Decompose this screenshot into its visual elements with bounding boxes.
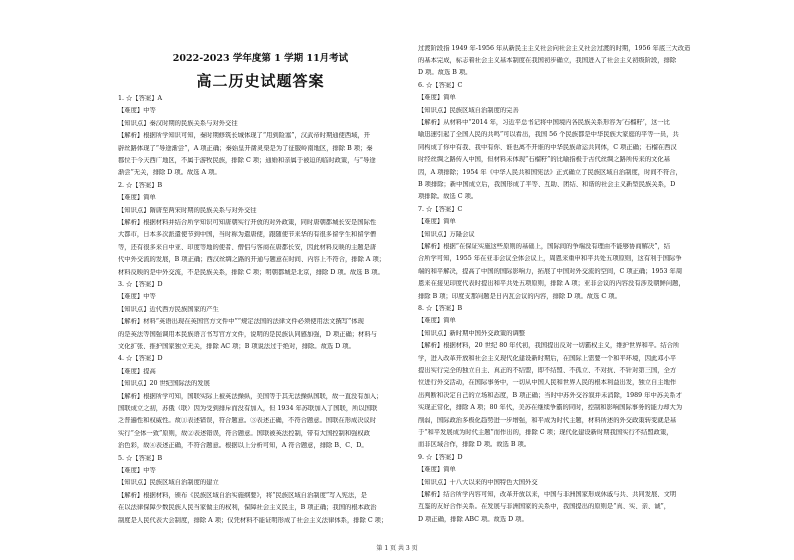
left-text-line: 1. ☆【答案】A [118, 95, 163, 102]
right-text-line: 过渡阶段指 1949 年-1956 年从新民主主义社会向社会主义社会过渡的时期，1956 年底三大改造 [418, 44, 691, 52]
left-text-line: 代中外交流的发展，B 项正确；西汉丝绸之路的开通与题意在时间、内容上不符合，排除 A 项； [118, 256, 386, 264]
right-text-line: 【解析】从材料中“2014 年，习近平总书记将中国境内各民族关系形容为‘石榴籽’，这一比 [418, 118, 670, 126]
right-text-line: 【难度】简单 [418, 317, 456, 325]
right-text-line: 学，进入改革开放和社会主义现代化建设新时期后，在国际上需要一个和平环境，因此邓小平 [418, 354, 677, 362]
right-text-line: D 项。故选 B 项。 [418, 69, 472, 77]
left-text-line: 实行“全体一致”原则，故②表述错误，符合题意。国联被英法控制，带有大国控制和强权政 [118, 429, 371, 437]
right-text-line: 削弱，国际政治多极化趋势进一步增强，和平成为时代主题，材料所述的外交政策转变就是基 [418, 416, 677, 424]
left-text-line: 治色彩，故④表述正确，不符合题意。根据以上分析可知，A 符合题意，排除 B、C、D。 [118, 442, 368, 450]
left-text-line: 【难度】中等 [118, 107, 156, 115]
left-text-line: 的是英法等国强调用本民族语言书写官方文件，说明的是民族认同感加强，D 项正确；材料与 [118, 330, 377, 338]
left-text-line: 3. ☆【答案】D [118, 281, 163, 288]
page-footer: 第 1 页 共 3 页 [376, 545, 418, 552]
left-text-line: 国联成立之初，苏俄（联）因为受到排斥而没有加入，但 1934 年苏联加入了国联，所以国联 [118, 405, 378, 412]
right-text-line: 合所学可知，1955 年在亚非会议全体会议上，周恩来重申和平共处五项原则，这有利于国际争 [418, 255, 682, 263]
right-text-line: 于“和平发展成为时代主题”而作出的，排除 C 项；现代化建设新时期我国实行不结盟政策， [418, 428, 673, 436]
right-text-line: 【解析】根据材料，20 世纪 80 年代初，我国提出反对一切霸权主义，维护世界和平。结合所 [418, 342, 680, 350]
right-text-line: 项排除。故选 C 项。 [418, 193, 478, 201]
right-text-line: 【知识点】万隆会议 [418, 230, 475, 238]
right-text-line: B 项排除；新中国成立后，我国形成了平等、互助、团结、和谐的社会主义新型民族关系，D [418, 180, 676, 188]
left-text-line: 【知识点】近代西方民族国家的产生 [118, 305, 219, 313]
document-title: 高二历史试题答案 [196, 72, 325, 90]
left-text-line: 乏普遍性和权威性。故①表述错误，符合题意。③表述正确，不符合题意。国联在形成决议时 [118, 417, 377, 425]
right-text-line: 实现正常化，排除 A 项；80 年代，美苏在继续争霸的同时，控制和影响国际事务的能力却大为 [418, 404, 683, 412]
right-text-line: 【难度】简单 [418, 94, 456, 102]
right-text-line: 【知识点】新时期中国外交政策的调整 [418, 329, 526, 337]
right-text-line: 恩来在接见印度代表时提出和平共处五项原则，排除 A 项；亚非会议的内容没有涉及朝鲜问题， [418, 280, 685, 288]
right-text-line: 【难度】简单 [418, 218, 456, 226]
right-text-line: 6. ☆【答案】C [418, 81, 463, 89]
right-text-line: 7. ☆【答案】C [418, 205, 463, 213]
right-text-line: 【解析】根据“在保证实施这些原则的基础上，国际间的争端没有理由不能够协商解决”，结 [418, 242, 671, 250]
right-text-line: 而非区域合作，排除 D 项。故选 B 项。 [418, 441, 531, 449]
right-text-line: 喻迅速引起了全国人民的共鸣”可以看出，我国 56 个民族都是中华民族大家庭的平等一员，共 [418, 131, 679, 139]
left-text-line: 【知识点】民族区域自治制度的建立 [118, 479, 219, 487]
left-text-line: 【难度】简单 [118, 194, 156, 202]
left-text-line: 文化扩张、推护国家独立无关，排除 AC 项；B 项说法过于绝对，排除。故选 D 项。 [118, 343, 355, 350]
left-text-line: 4. ☆【答案】D [118, 355, 163, 363]
right-text-line: 同构成了你中有我、我中有你、谁也离不开谁的中华民族命运共同体，C 项正确；石榴在西汉 [418, 143, 677, 151]
right-text-line: 【解析】结合所学内容可知，改革开放以来，中国与非洲国家形成休戚与共、共同发展、文明 [418, 490, 677, 498]
left-text-line: 【难度】中等 [118, 293, 156, 301]
left-text-line: 大都市，日本多次派遣使节到中国，当时称为遣唐使，跟随使节来华的有很多留学生和留学僧 [118, 231, 377, 239]
left-text-line: 材料反映的是中外交流，不是民族关系，排除 C 项；明朝都城是北京，排除 D 项。故选 B 项。 [118, 268, 384, 276]
right-text-line: 8. ☆【答案】B [418, 304, 463, 312]
right-text-line: 出判断和决定自己的立场和态度，B 项正确；当时中苏外交谷叙并未消除，1989 年中苏关系才 [418, 391, 682, 399]
right-text-line: 的基本完成，标志着社会主义基本制度在我国初步确立，我国进入了社会主义初级阶段，排除 [418, 56, 677, 64]
left-text-line: 【解析】材料“英语出现在英国官方文件中”“规定法国的法律文件必须使用法文撰写”体现 [118, 318, 364, 326]
left-text-line: 2. ☆【答案】B [118, 181, 163, 189]
right-text-line: 【知识点】民族区域自治制度的完善 [418, 106, 519, 114]
right-text-line: 【知识点】十八大以来的中国特色大国外交 [418, 478, 538, 486]
left-text-line: 制度是人民代表大会制度，排除 A 项；仅凭材料不能证明形成了社会主义法律体系，排除 C 项； [118, 516, 388, 524]
exam-title: 2022-2023 学年度第 1 学期 11月考试 [172, 53, 349, 64]
left-text-line: 【知识点】秦汉时期的民族关系与对外交往 [118, 119, 238, 127]
right-text-line: 9. ☆【答案】D [418, 453, 463, 461]
right-text-line: D 项正确，排除 ABC 项。故选 D 项。 [418, 515, 528, 523]
left-text-line: 【解析】根据所学知识可知，秦时期修筑长城体现了“用到险塞”，汉武帝时期通使西域，开 [118, 132, 371, 140]
left-text-line: 郡位于今天西广地区，不属于游牧民族，排除 C 项；通婚和亲属于被迫的临时政策，与“导途 [118, 157, 376, 164]
left-text-line: 渐尝”无关，排除 D 项。故选 A 项。 [118, 169, 221, 177]
right-text-line: 提出实行完全的独立自主、真正的不结盟，即不结盟、不孤立、不对抗、不针对第三国，全方 [418, 366, 677, 374]
right-text-line: 端的和平解决，提高了中国的国际影响力，拓展了中国对外交流的空间，C 项正确；1953 年周 [418, 267, 683, 275]
left-text-line: 【知识点】隋唐至两宋时期的民族关系与对外交往 [118, 206, 257, 214]
left-text-line: 【难度】提高 [118, 367, 156, 375]
right-text-line: 排除 B 项；印度支那问题是日内瓦会议的内容，排除 D 项。故选 C 项。 [418, 292, 621, 300]
left-text-line: 辟丝路体现了“导途渐尝”，A 项正确；秦始皇开凿灵渠是为了征服岭南地区，排除 B 项；秦 [118, 144, 373, 152]
right-text-line: 时经丝绸之路传入中国，但材料未体现“石榴籽”的比喻指极于古代丝绸之路所传来的文化基 [418, 156, 671, 164]
left-text-line: 【解析】根据材料并结合所学知识可知唐朝实行开放的对外政策，同时唐朝都城长安是国际性 [118, 219, 377, 226]
left-text-line: 【难度】中等 [118, 467, 156, 474]
right-text-line: 【难度】简单 [418, 466, 456, 474]
left-text-line: 【解析】根据材料，颁布《民族区域自治实施纲要》，将“民族区域自治制度”写入宪法，是 [118, 491, 367, 499]
right-text-line: 互鉴的友好合作关系。在发展与非洲国家的关系中，我国提出的原则是“真、实、亲、诚”， [418, 503, 671, 511]
left-text-line: 【知识点】20 世纪国际法的发展 [118, 380, 210, 388]
right-text-line: 位进行外交活动，在国际事务中，一切从中国人民和世界人民的根本利益出发，独立自主地作 [418, 379, 677, 387]
left-text-line: 【解析】根据所学可知，国联实际上被英法操纵，美国等于其无法操纵国联，故一直没有加入； [118, 392, 383, 400]
right-text-line: 因，A 项排除；1954 年《中华人民共和国宪法》正式确立了民族区域自治制度，时间不符合， [418, 168, 682, 176]
left-text-line: 5. ☆【答案】B [118, 454, 163, 462]
left-text-line: 等，还有很多来自中亚、印度等地的使者、僧侣与客商在唐都长安，因此材料反映的主题是唐 [118, 243, 377, 251]
left-text-line: 在以法律保障少数民族人民当家做主的权利，保障社会主义民主，B 项正确；我国的根本政治 [118, 504, 377, 512]
